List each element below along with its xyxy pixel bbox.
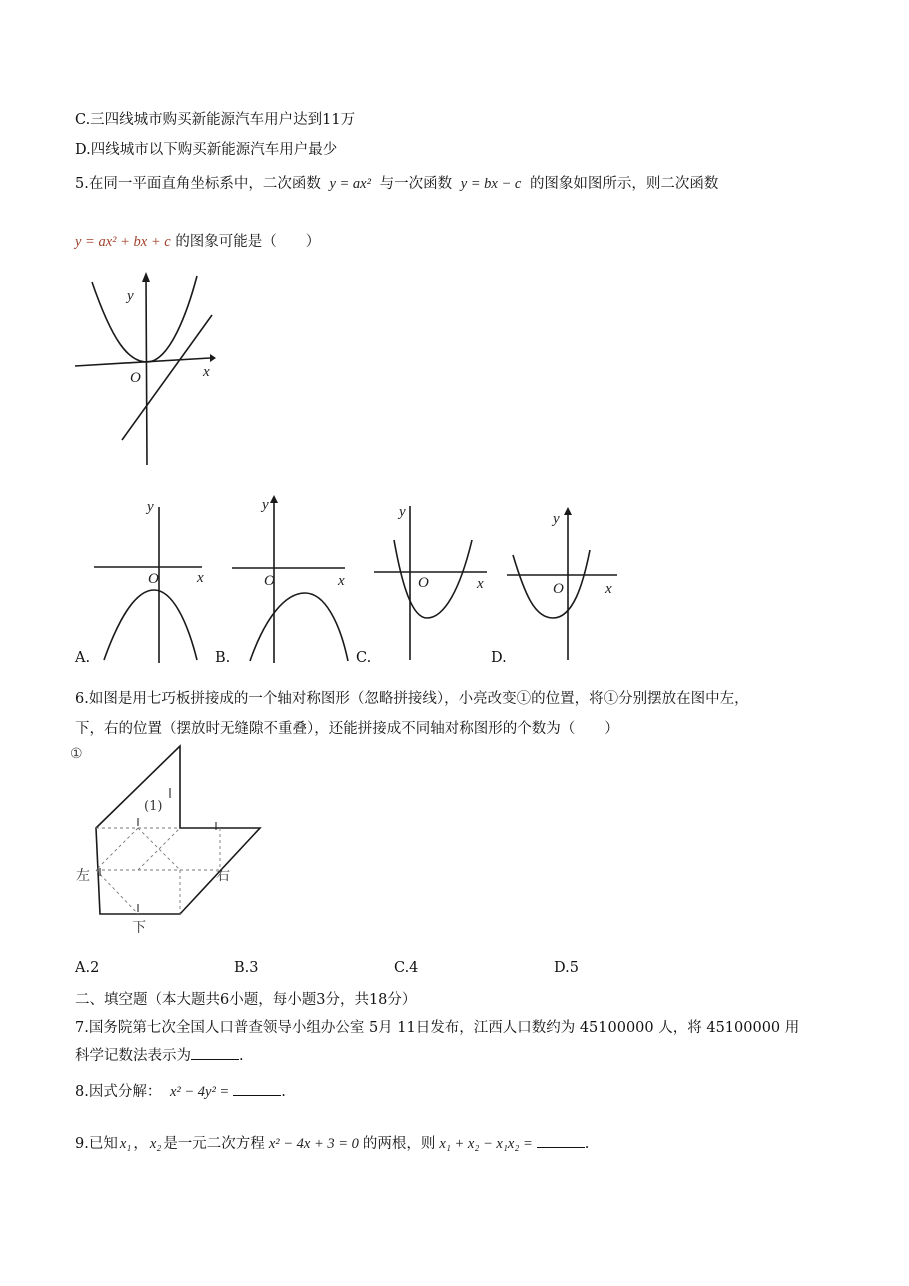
q5-main-graph bbox=[70, 270, 230, 470]
y-axis-arrow bbox=[564, 507, 572, 515]
q8-expression: x² − 4y² = bbox=[169, 1084, 230, 1100]
q8-answer-blank[interactable] bbox=[233, 1095, 281, 1096]
x-axis-label: x bbox=[605, 581, 612, 597]
q9-comma: ， bbox=[133, 1136, 148, 1152]
q7-period: . bbox=[239, 1048, 244, 1064]
option-a-graph bbox=[92, 495, 217, 665]
q9-x2: x₂ bbox=[149, 1136, 162, 1152]
question-5-line2 bbox=[75, 230, 320, 251]
q5-text-3: 的图象如图所示，则二次函数 bbox=[529, 176, 719, 192]
question-7-line2 bbox=[75, 1044, 244, 1065]
question-6-line1: 6.如图是用七巧板拼接成的一个轴对称图形（忽略拼接线），小亮改变①的位置，将①分别摆放在图中左， bbox=[75, 691, 749, 707]
option-c-label: C. bbox=[356, 650, 372, 666]
question-9-line bbox=[75, 1132, 589, 1153]
q5-target-eq: y = ax² + bx + c bbox=[75, 234, 171, 250]
q5-quadratic-eq: y = ax² bbox=[329, 176, 371, 192]
label-right: 右 bbox=[216, 868, 230, 884]
option-c-text: C.三四线城市购买新能源汽车用户达到11万 bbox=[75, 112, 356, 128]
x-axis-label: x bbox=[197, 570, 204, 586]
question-5-line1 bbox=[75, 172, 718, 193]
x-axis-label: x bbox=[338, 573, 345, 589]
label-bottom: 下 bbox=[132, 920, 146, 936]
q9-equation: x² − 4x + 3 = 0 bbox=[268, 1136, 359, 1152]
origin-label: O bbox=[130, 370, 141, 386]
origin-label: O bbox=[553, 581, 564, 597]
question-6-line2: 下，右的位置（摆放时无缝隙不重叠），还能拼接成不同轴对称图形的个数为（ ） bbox=[75, 721, 619, 737]
parabola-curve bbox=[394, 540, 472, 618]
parabola-curve bbox=[513, 550, 590, 618]
y-axis-label: y bbox=[262, 497, 269, 513]
q5-text-1: 5.在同一平面直角坐标系中，二次函数 bbox=[75, 176, 321, 192]
origin-label: O bbox=[148, 571, 159, 587]
parabola-curve bbox=[250, 593, 348, 661]
q9-x1: x₁ bbox=[119, 1136, 132, 1152]
y-axis bbox=[146, 278, 147, 465]
option-d-text: D.四线城市以下购买新能源汽车用户最少 bbox=[75, 142, 338, 158]
q9-expression: x₁ + x₂ − x₁x₂ = bbox=[439, 1136, 533, 1152]
section-2-heading: 二、填空题（本大题共6小题，每小题3分，共18分） bbox=[75, 992, 417, 1008]
option-c-graph bbox=[372, 500, 497, 665]
q9-period: . bbox=[584, 1136, 590, 1152]
q7-answer-blank[interactable] bbox=[191, 1059, 239, 1060]
question-7-line1: 7.国务院第七次全国人口普查领导小组办公室 5月 11日发布，江西人口数约为 45100000 人，将 45100000 用 bbox=[75, 1020, 800, 1036]
y-axis-arrow bbox=[142, 272, 150, 282]
y-axis-label: y bbox=[147, 499, 154, 515]
q9-text-1: 9.已知 bbox=[75, 1136, 118, 1152]
q5-linear-eq: y = bx − c bbox=[460, 176, 522, 192]
option-d-label: D. bbox=[491, 650, 507, 666]
x-axis-label: x bbox=[203, 364, 210, 380]
q7-text: 科学记数法表示为 bbox=[75, 1048, 191, 1064]
q5-text-2: 与一次函数 bbox=[379, 176, 453, 192]
option-b-label: B. bbox=[215, 650, 231, 666]
y-axis-label: y bbox=[553, 511, 560, 527]
origin-label: O bbox=[264, 573, 275, 589]
origin-label: O bbox=[418, 575, 429, 591]
parabola-curve bbox=[104, 590, 197, 660]
q6-option-c: C.4 bbox=[394, 960, 419, 976]
y-axis-label: y bbox=[127, 288, 134, 304]
x-axis-label: x bbox=[477, 576, 484, 592]
q9-text-3: 的两根，则 bbox=[362, 1136, 436, 1152]
x-axis-arrow bbox=[210, 354, 216, 362]
option-b-graph bbox=[230, 493, 355, 665]
option-d-graph bbox=[505, 505, 630, 665]
q6-tangram-figure bbox=[70, 740, 270, 940]
label-top: ① bbox=[70, 746, 83, 762]
q9-text-2: 是一元二次方程 bbox=[163, 1136, 265, 1152]
question-8-line bbox=[75, 1080, 286, 1101]
label-left: 左 bbox=[76, 868, 90, 884]
y-axis-label: y bbox=[399, 504, 406, 520]
q6-option-a: A.2 bbox=[75, 960, 100, 976]
q8-label: 8.因式分解： bbox=[75, 1084, 162, 1100]
piece-line bbox=[96, 828, 138, 870]
q8-period: . bbox=[281, 1084, 286, 1100]
q6-option-d: D.5 bbox=[554, 960, 579, 976]
piece-line bbox=[96, 870, 138, 914]
label-one: (1) bbox=[144, 799, 163, 814]
q6-option-b: B.3 bbox=[234, 960, 259, 976]
y-axis-arrow bbox=[270, 495, 278, 503]
q9-answer-blank[interactable] bbox=[537, 1147, 585, 1148]
option-a-label: A. bbox=[75, 650, 91, 666]
q5-text-4: 的图象可能是（ ） bbox=[175, 234, 321, 250]
parabola-curve bbox=[92, 276, 197, 362]
